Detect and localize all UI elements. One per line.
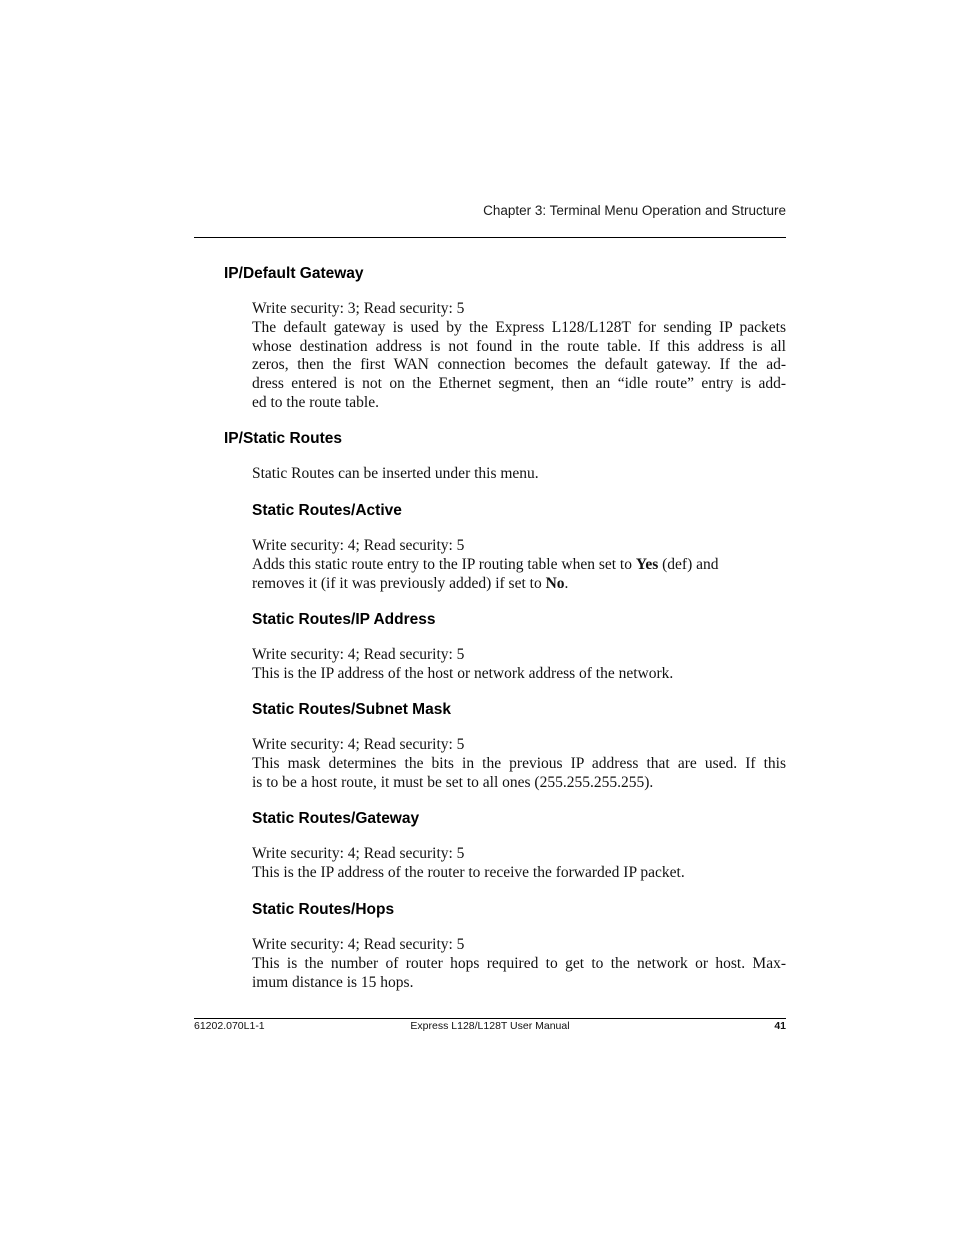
active-line-2-pre: removes it (if it was previously added) if set to [252, 574, 546, 592]
default-gateway-line-3: zeros, then the first WAN connection becomes the default gateway. If the ad- [252, 356, 786, 374]
ip-address-text: This is the IP address of the host or network address of the network. [252, 664, 674, 682]
gateway-security: Write security: 4; Read security: 5 [252, 845, 465, 862]
footer-doc-number: 61202.070L1-1 [194, 1020, 265, 1032]
active-line-1-pre: Adds this static route entry to the IP routing table when set to [252, 555, 636, 573]
default-gateway-body [252, 300, 786, 413]
ip-address-body [252, 646, 786, 684]
gateway-text: This is the IP address of the router to receive the forwarded IP packet. [252, 863, 685, 881]
ip-address-security: Write security: 4; Read security: 5 [252, 646, 465, 663]
default-gateway-line-4: dress entered is not on the Ethernet segment, then an “idle route” entry is add- [252, 375, 786, 393]
footer-manual-title: Express L128/L128T User Manual [410, 1020, 570, 1032]
chapter-header: Chapter 3: Terminal Menu Operation and Structure [483, 203, 786, 218]
subnet-mask-body [252, 736, 786, 792]
heading-static-routes-gateway: Static Routes/Gateway [252, 810, 420, 827]
footer-rule [194, 1018, 786, 1019]
default-gateway-line-2: whose destination address is not found in the route table. If this address is all [252, 337, 786, 355]
active-line-2-post: . [564, 574, 569, 592]
hops-security: Write security: 4; Read security: 5 [252, 936, 465, 953]
hops-body [252, 936, 786, 992]
page-footer [194, 1020, 786, 1036]
subnet-mask-line-2: is to be a host route, it must be set to all ones (255.255.255.255). [252, 773, 654, 791]
active-yes-value: Yes [635, 555, 659, 573]
hops-line-1: This is the number of router hops required to get to the network or host. Max- [252, 954, 786, 972]
active-no-value: No [545, 574, 565, 592]
default-gateway-line-1: The default gateway is used by the Express L128/L128T for sending IP packets [252, 318, 786, 336]
active-security: Write security: 4; Read security: 5 [252, 537, 465, 554]
heading-static-routes-active: Static Routes/Active [252, 502, 402, 519]
gateway-body [252, 845, 786, 883]
heading-static-routes-hops: Static Routes/Hops [252, 901, 395, 918]
heading-static-routes-subnet-mask: Static Routes/Subnet Mask [252, 701, 451, 718]
heading-static-routes-ip-address: Static Routes/IP Address [252, 611, 436, 628]
static-routes-text: Static Routes can be inserted under this menu. [252, 465, 539, 482]
static-routes-body [252, 465, 786, 484]
active-line-1-post: (def) and [658, 555, 719, 573]
subnet-mask-security: Write security: 4; Read security: 5 [252, 736, 465, 753]
heading-ip-static-routes: IP/Static Routes [224, 430, 342, 447]
hops-line-2: imum distance is 15 hops. [252, 973, 414, 991]
header-rule [194, 237, 786, 238]
heading-ip-default-gateway: IP/Default Gateway [224, 265, 364, 282]
subnet-mask-line-1: This mask determines the bits in the previous IP address that are used. If this [252, 754, 786, 772]
active-line-1 [252, 556, 786, 575]
default-gateway-line-5: ed to the route table. [252, 393, 379, 411]
active-body [252, 537, 786, 593]
default-gateway-security: Write security: 3; Read security: 5 [252, 300, 465, 317]
footer-page-number: 41 [774, 1020, 786, 1032]
active-line-2 [252, 575, 786, 594]
